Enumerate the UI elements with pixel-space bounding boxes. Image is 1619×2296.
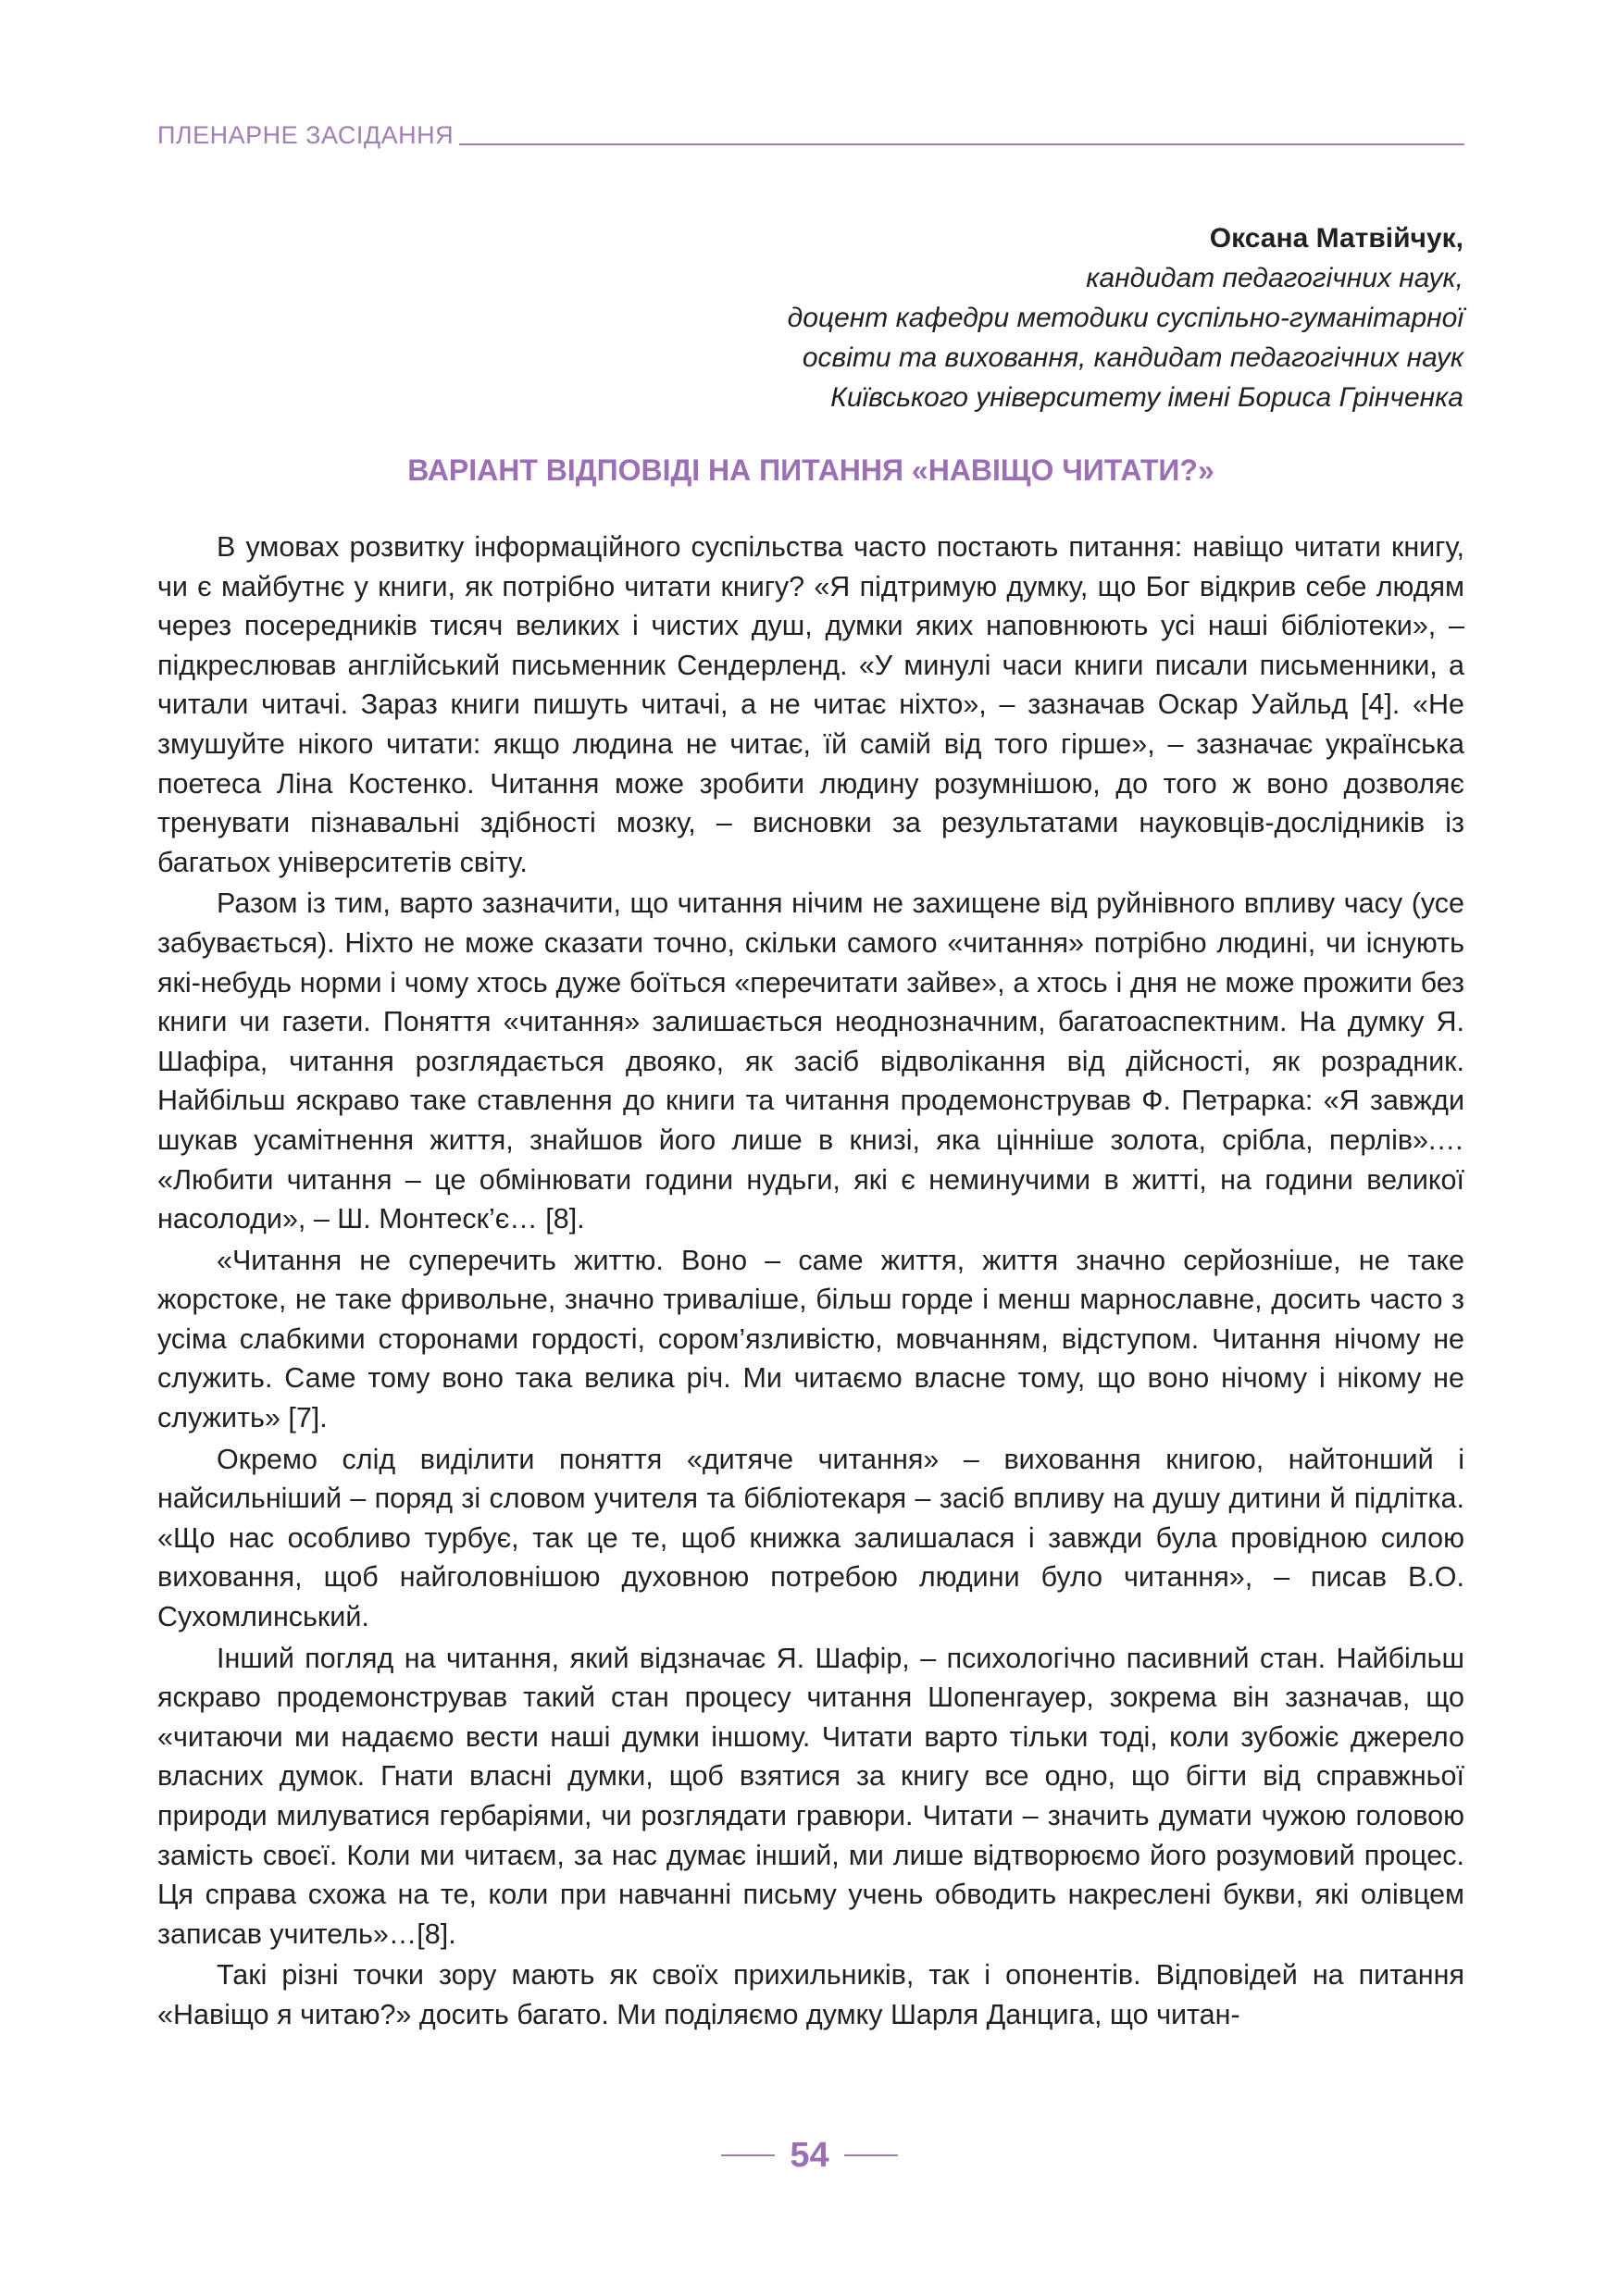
paragraph: Такі різні точки зору мають як своїх прихильників, так і опонентів. Відповідей на питання «Навіщо я читаю?» досить багато. Ми поділяємо думку Шарля Данцига, що читан- — [157, 1959, 1464, 2030]
section-title: ПЛЕНАРНЕ ЗАСІДАННЯ — [157, 121, 455, 149]
footer-rule-right — [844, 2154, 898, 2156]
author-position: кандидат педагогічних наук, — [1086, 263, 1463, 293]
page-footer — [0, 2138, 1619, 2173]
paragraph: Інший погляд на читання, який відзначає Я. Шафір, – психологічно пасивний стан. Найбільш яскраво продемонстрував такий стан процесу читання Шопенгауер, зокрема він зазначав, що «читаючи ми надаємо вести наші думки іншому. Читати варто тільки тоді, коли зубожіє джерело власних думок. Гнати власні думки, щоб взятися за книгу все одно, що бігти від справжньої природи милуватися гербаріями, чи розглядати гравюри. Читати – значить думати чужою головою замість своєї. Коли ми читаєм, за нас думає інший, ми лише відтворюємо його розумовий процес. Ця справа схожа на те, коли при навчанні письму учень обводить накреслені букви, які олівцем записав учитель»…[8]. — [157, 1642, 1464, 1950]
paragraph: Окремо слід виділити поняття «дитяче читання» – виховання книгою, найтонший і найсильніший – поряд зі словом учителя та бібліотекаря – засіб впливу на душу дитини й підлітка. «Що нас особливо турбує, так це те, щоб книжка залишалася і завжди була провідною силою виховання, щоб найголовнішою духовною потребою людини було читання», – писав В.О. Сухомлинський. — [157, 1443, 1464, 1633]
author-affiliation: Київського університету імені Бориса Грінченка — [830, 382, 1463, 413]
paragraph: «Читання не суперечить життю. Воно – саме життя, життя значно серйозніше, не таке жорстоке, не таке фривольне, значно триваліше, більш горде і менш марнославне, досить часто з усіма слабкими сторонами гордості, сором’язливістю, мовчанням, відступом. Читання нічому не служить. Саме тому воно така велика річ. Ми читаємо власне тому, що воно нічому і нікому не служить» [7]. — [157, 1244, 1464, 1434]
author-position: доцент кафедри методики суспільно-гуманітарної — [787, 303, 1463, 333]
article-title: ВАРІАНТ ВІДПОВІДІ НА ПИТАННЯ «НАВІЩО ЧИТАТИ?» — [407, 453, 1214, 487]
paragraph: В умовах розвитку інформаційного суспільства часто постають питання: навіщо читати книгу, чи є майбутнє у книги, як потрібно читати книгу? «Я підтримую думку, що Бог відкрив себе людям через посередників тисяч великих і чистих душ, думки яких наповнюють усі наші бібліотеки», – підкреслював англійський письменник Сендерленд. «У минулі часи книги писали письменники, а читали читачі. Зараз книги пишуть читачі, а не читає ніхто», – зазначав Оскар Уайльд [4]. «Не змушуйте нікого читати: якщо людина не читає, їй самій від того гірше», – зазначає українська поетеса Ліна Костенко. Читання може зробити людину розумнішою, до того ж воно дозволяє тренувати пізнавальні здібності мозку, – висновки за результатами науковців-дослідників із багатьох університетів світу. — [157, 531, 1464, 878]
header-rule — [459, 143, 1464, 145]
paragraph: Разом із тим, варто зазначити, що читання нічим не захищене від руйнівного впливу часу (усе забувається). Ніхто не може сказати точно, скільки самого «читання» потрібно людині, чи існують які-небудь норми і чому хтось дуже боїться «перечитати зайве», а хтось і дня не може прожити без книги чи газети. Поняття «читання» залишається неоднозначним, багатоаспектним. На думку Я. Шафіра, читання розглядається двояко, як засіб відволікання від дійсності, як розрадник. Найбільш яскраво таке ставлення до книги та читання продемонстрував Ф. Петрарка: «Я завжди шукав усамітнення життя, знайшов його лише в книзі, яка цінніше золота, срібла, перлів».… «Любити читання – це обмінювати години нудьги, які є неминучими в житті, на години великої насолоди», – Ш. Монтеск’є… [8]. — [157, 887, 1464, 1235]
author-block — [788, 218, 1463, 417]
running-header — [157, 123, 1464, 148]
page-number: 54 — [790, 2136, 829, 2175]
author-name: Оксана Матвійчук, — [1209, 223, 1463, 254]
article-body — [157, 527, 1464, 2037]
author-position: освіти та виховання, кандидат педагогічних наук — [802, 342, 1463, 373]
footer-rule-left — [721, 2154, 775, 2156]
